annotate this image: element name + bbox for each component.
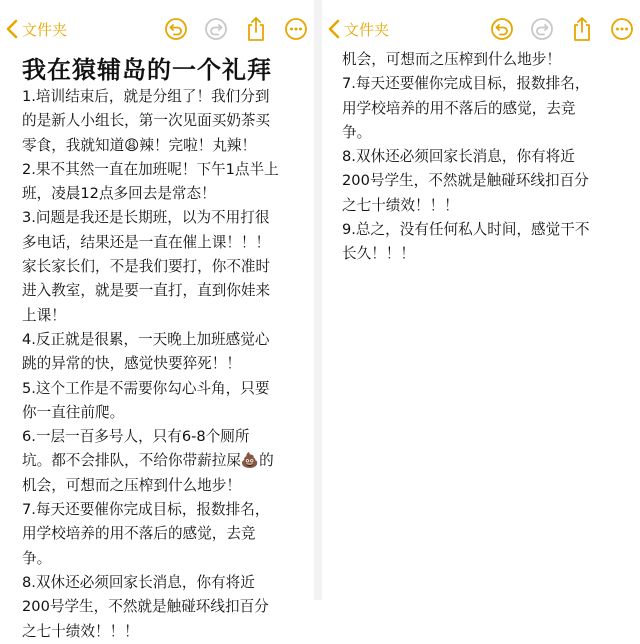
note-line: 用学校培养的用不落后的感觉，去竞 xyxy=(22,525,256,543)
note-line: 1.培训结束后，就是分组了！我们分到 xyxy=(22,88,270,105)
note-line: 7.每天还要催你完成目标，报数排名， xyxy=(342,75,590,93)
note-line: 4.反正就是很累，一天晚上加班感觉心 xyxy=(22,330,270,348)
note-line: 坑。都不会排队，不给你带薪拉屎💩的 xyxy=(22,452,274,470)
note-line: 班，凌晨12点多回去是常态！ xyxy=(22,185,216,203)
chevron-left-icon xyxy=(328,19,340,39)
note-line: 上课！ xyxy=(22,306,66,324)
more-icon[interactable] xyxy=(284,16,308,42)
toolbar-icons xyxy=(490,14,634,44)
share-icon[interactable] xyxy=(244,16,268,42)
redo-icon[interactable] xyxy=(530,16,554,42)
note-line: 进入教室，就是要一直打，直到你娃来 xyxy=(22,282,271,300)
note-line: 机会，可想而之压榨到什么地步！ xyxy=(342,51,561,68)
note-line: 零食，我就知道😩辣！完啦！丸辣！ xyxy=(22,136,257,154)
note-line: 长久！！！ xyxy=(342,245,415,263)
note-body[interactable] xyxy=(22,85,308,644)
more-icon[interactable] xyxy=(610,16,634,42)
note-title: 我在猿辅岛的一个礼拜 xyxy=(22,56,272,84)
note-line: 机会，可想而之压榨到什么地步！ xyxy=(22,476,241,494)
back-button[interactable] xyxy=(328,16,389,42)
note-line: 用学校培养的用不落后的感觉，去竞 xyxy=(342,99,576,117)
note-line: 争。 xyxy=(22,549,52,567)
note-line: 多电话，结果还是一直在催上课！！！ xyxy=(22,233,271,251)
note-line: 6.一层一百多号人，只有6-8个厕所 xyxy=(22,428,250,446)
toolbar-icons xyxy=(164,14,308,44)
note-line: 3.问题是我还是长期班，以为不用打很 xyxy=(22,209,270,227)
share-icon[interactable] xyxy=(570,16,594,42)
note-panel-left xyxy=(0,0,314,640)
note-line: 200号学生，不然就是触碰环线扣百分 xyxy=(342,172,589,190)
back-label: 文件夹 xyxy=(22,20,68,39)
nav-bar xyxy=(0,12,314,46)
note-line: 9.总之，没有任何私人时间，感觉干不 xyxy=(342,221,590,239)
panel-divider xyxy=(314,0,322,600)
chevron-left-icon xyxy=(6,19,18,39)
note-line: 2.果不其然一直在加班呢！下午1点半上 xyxy=(22,160,279,178)
redo-icon[interactable] xyxy=(204,16,228,42)
nav-bar xyxy=(322,12,640,46)
note-line: 8.双休还必须回家长消息，你有将近 xyxy=(342,148,575,166)
note-body[interactable] xyxy=(342,48,634,267)
back-button[interactable] xyxy=(6,16,67,42)
note-panel-right xyxy=(322,0,640,600)
note-line: 你一直往前爬。 xyxy=(22,403,125,421)
note-line: 之七十绩效！！！ xyxy=(342,196,459,214)
note-line: 之七十绩效！！！ xyxy=(22,622,139,640)
note-line: 200号学生，不然就是触碰环线扣百分 xyxy=(22,598,269,616)
undo-icon[interactable] xyxy=(164,16,188,42)
note-line: 的是新人小组长，第一次见面买奶茶买 xyxy=(22,112,271,130)
back-label: 文件夹 xyxy=(344,20,390,39)
note-line: 7.每天还要催你完成目标，报数排名， xyxy=(22,501,270,519)
note-line: 8.双休还必须回家长消息，你有将近 xyxy=(22,573,255,591)
note-line: 家长家长们，不是我们要打，你不准时 xyxy=(22,258,271,276)
note-line: 5.这个工作是不需要你勾心斗角，只要 xyxy=(22,379,270,397)
note-line: 争。 xyxy=(342,123,372,141)
undo-icon[interactable] xyxy=(490,16,514,42)
note-line: 跳的异常的快，感觉快要猝死！！ xyxy=(22,355,241,373)
